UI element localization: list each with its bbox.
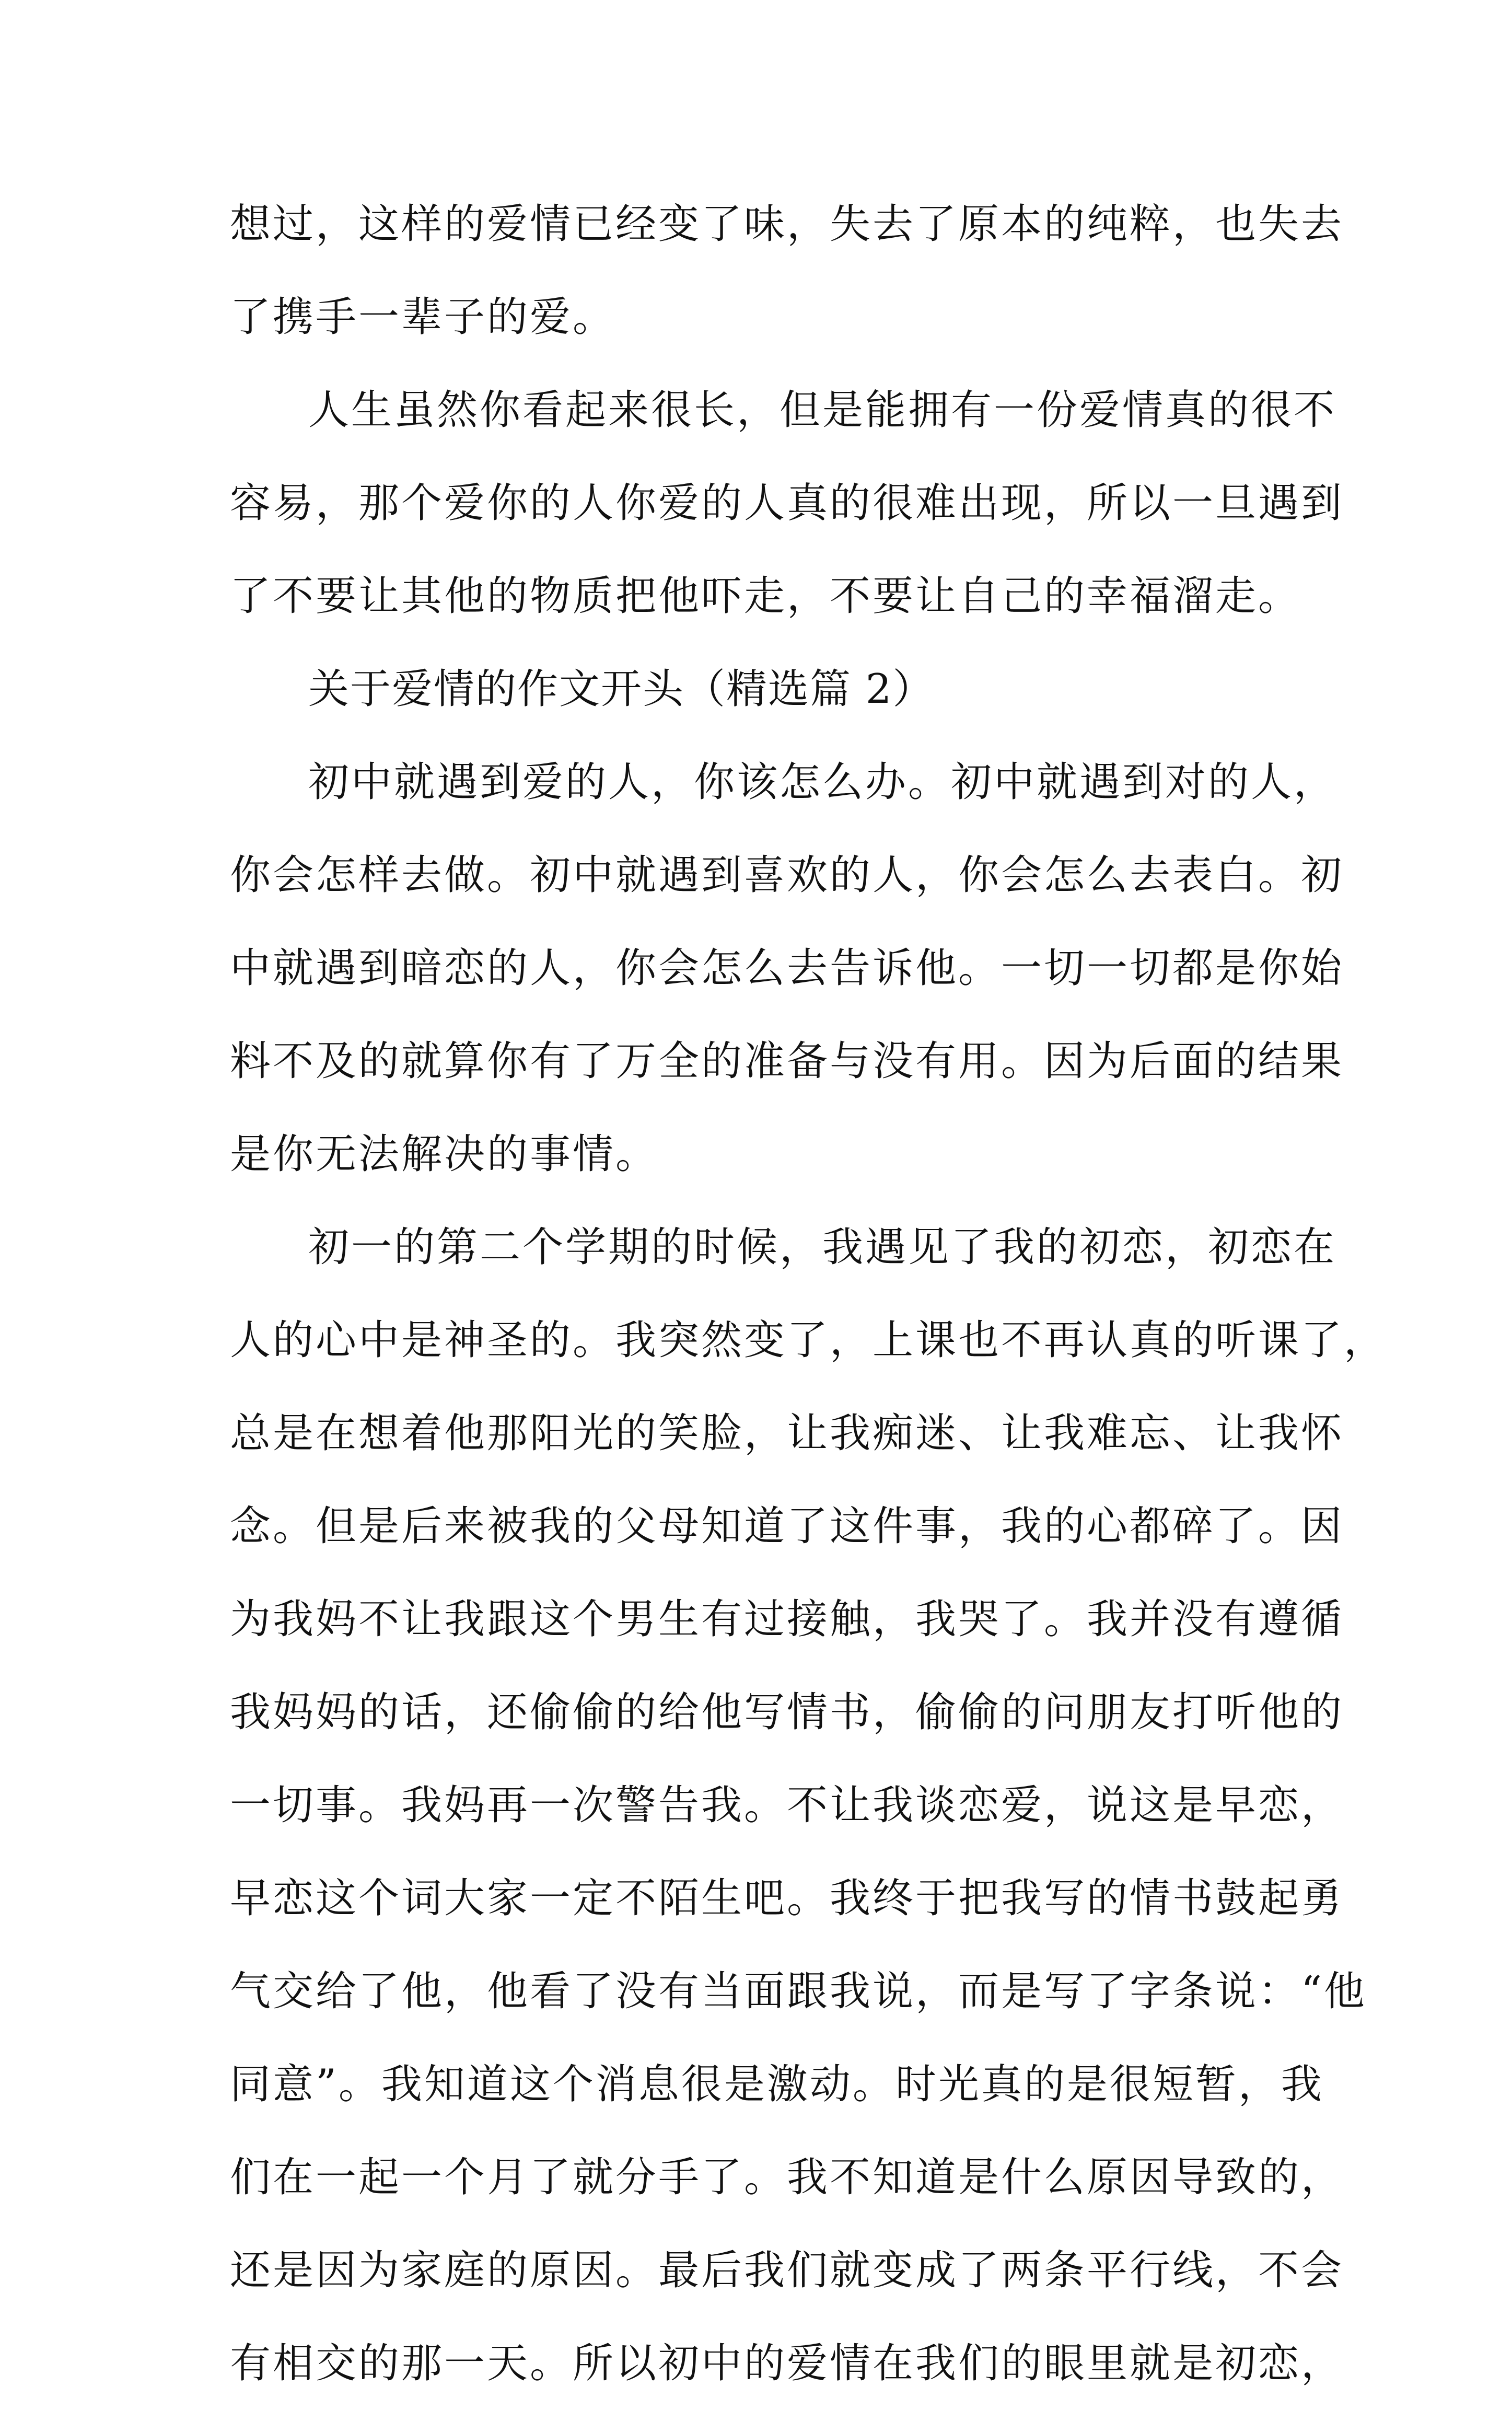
- document-body: [230, 178, 1387, 2410]
- text-line: 还是因为家庭的原因。最后我们就变成了两条平行线，不会: [230, 2247, 1344, 2294]
- text-line: 中就遇到暗恋的人，你会怎么去告诉他。一切一切都是你始: [230, 945, 1344, 992]
- text-line: 容易，那个爱你的人你爱的人真的很难出现，所以一旦遇到: [230, 480, 1344, 527]
- paragraph: [230, 1201, 1387, 2410]
- paragraph-continued: [230, 178, 1344, 364]
- text-line: 气交给了他，他看了没有当面跟我说，而是写了字条说：“他: [230, 1968, 1367, 2015]
- text-line: 念。但是后来被我的父母知道了这件事，我的心都碎了。因: [230, 1503, 1344, 1550]
- text-line: 总是在想着他那阳光的笑脸，让我痴迷、让我难忘、让我怀: [230, 1410, 1344, 1457]
- text-line: 初中就遇到爱的人，你该怎么办。初中就遇到对的人，: [308, 759, 1337, 806]
- text-line: 一切事。我妈再一次警告我。不让我谈恋爱，说这是早恋，: [230, 1782, 1344, 1829]
- text-line: 了不要让其他的物质把他吓走，不要让自己的幸福溜走。: [230, 573, 1301, 620]
- text-line: 有相交的那一天。所以初中的爱情在我们的眼里就是初恋，: [230, 2340, 1344, 2387]
- paragraph: [230, 364, 1344, 643]
- text-line: 了携手一辈子的爱。: [230, 294, 616, 341]
- text-line: 人生虽然你看起来很长，但是能拥有一份爱情真的很不: [308, 387, 1337, 434]
- section-heading: 关于爱情的作文开头（精选篇 2）: [308, 666, 935, 713]
- paragraph: [230, 736, 1344, 1201]
- text-line: 是你无法解决的事情。: [230, 1131, 659, 1178]
- text-line: 人的心中是神圣的。我突然变了，上课也不再认真的听课了，: [230, 1317, 1387, 1364]
- text-line: 想过，这样的爱情已经变了味，失去了原本的纯粹，也失去: [230, 201, 1344, 248]
- text-line: 们在一起一个月了就分手了。我不知道是什么原因导致的，: [230, 2154, 1344, 2201]
- text-line: 我妈妈的话，还偷偷的给他写情书，偷偷的问朋友打听他的: [230, 1689, 1344, 1736]
- text-line: 同意”。我知道这个消息很是激动。时光真的是很短暂，我: [230, 2061, 1324, 2108]
- text-line: 为我妈不让我跟这个男生有过接触，我哭了。我并没有遵循: [230, 1596, 1344, 1643]
- text-line: 早恋这个词大家一定不陌生吧。我终于把我写的情书鼓起勇: [230, 1875, 1344, 1922]
- text-line: 你会怎样去做。初中就遇到喜欢的人，你会怎么去表白。初: [230, 852, 1344, 899]
- text-line: 料不及的就算你有了万全的准备与没有用。因为后面的结果: [230, 1038, 1344, 1085]
- text-line: 初一的第二个学期的时候，我遇见了我的初恋，初恋在: [308, 1224, 1337, 1271]
